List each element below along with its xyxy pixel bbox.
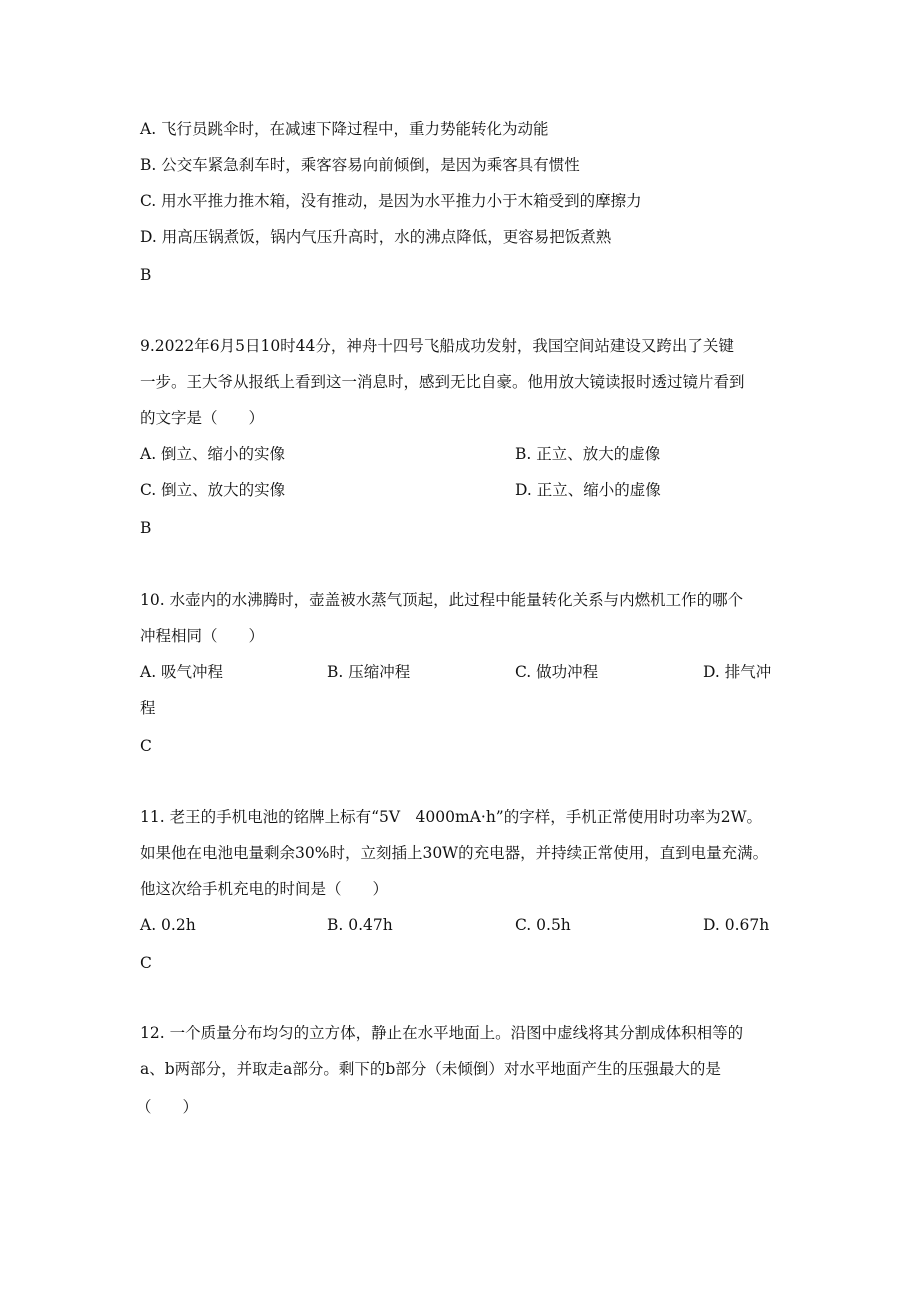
q8-option-a: A. 飞行员跳伞时，在减速下降过程中，重力势能转化为动能 xyxy=(140,120,549,138)
q11-stem-line-1: 11. 老王的手机电池的铭牌上标有“5V 4000mA·h”的字样，手机正常使用时功率为2W。 xyxy=(140,808,763,826)
q11-option-a: A. 0.2h xyxy=(140,916,196,934)
q11-option-d: D. 0.67h xyxy=(703,916,770,934)
q11-stem-line-3: 他这次给手机充电的时间是（ ） xyxy=(140,880,389,898)
q10-option-d: D. 排气冲 xyxy=(703,663,772,681)
q10-option-d-wrap: 程 xyxy=(140,699,156,717)
q10-answer: C xyxy=(140,737,152,755)
q12-stem-line-1: 12. 一个质量分布均匀的立方体，静止在水平地面上。沿图中虚线将其分割成体积相等的 xyxy=(140,1024,744,1042)
q10-option-c: C. 做功冲程 xyxy=(515,663,599,681)
q9-answer: B xyxy=(140,519,152,537)
q10-option-a: A. 吸气冲程 xyxy=(140,663,224,681)
q10-stem-line-2: 冲程相同（ ） xyxy=(140,627,265,645)
q10-option-b: B. 压缩冲程 xyxy=(327,663,411,681)
q9-option-d: D. 正立、缩小的虚像 xyxy=(515,481,661,499)
q8-option-d: D. 用高压锅煮饭，锅内气压升高时，水的沸点降低，更容易把饭煮熟 xyxy=(140,228,612,246)
q10-stem-line-1: 10. 水壶内的水沸腾时，壶盖被水蒸气顶起，此过程中能量转化关系与内燃机工作的哪个 xyxy=(140,591,744,609)
q9-option-c: C. 倒立、放大的实像 xyxy=(140,481,286,499)
q9-option-a: A. 倒立、缩小的实像 xyxy=(140,445,286,463)
q8-option-c: C. 用水平推力推木箱，没有推动，是因为水平推力小于木箱受到的摩擦力 xyxy=(140,192,642,210)
q9-option-b: B. 正立、放大的虚像 xyxy=(515,445,661,463)
q12-stem-line-2: a、b两部分，并取走a部分。剩下的b部分（未倾倒）对水平地面产生的压强最大的是 xyxy=(140,1060,721,1078)
q11-stem-line-2: 如果他在电池电量剩余30%时，立刻插上30W的充电器，并持续正常使用，直到电量充满。 xyxy=(140,844,769,862)
q9-stem-line-2: 一步。王大爷从报纸上看到这一消息时，感到无比自豪。他用放大镜读报时透过镜片看到 xyxy=(140,373,745,391)
q9-stem-line-3: 的文字是（ ） xyxy=(140,409,265,427)
q12-stem-line-3: （ ） xyxy=(136,1098,199,1116)
q11-option-c: C. 0.5h xyxy=(515,916,571,934)
q11-answer: C xyxy=(140,954,152,972)
q8-option-b: B. 公交车紧急刹车时，乘客容易向前倾倒，是因为乘客具有惯性 xyxy=(140,156,580,174)
q8-answer: B xyxy=(140,266,152,284)
q11-option-b: B. 0.47h xyxy=(327,916,393,934)
q9-stem-line-1: 9.2022年6月5日10时44分，神舟十四号飞船成功发射，我国空间站建设又跨出了关键 xyxy=(140,337,734,355)
